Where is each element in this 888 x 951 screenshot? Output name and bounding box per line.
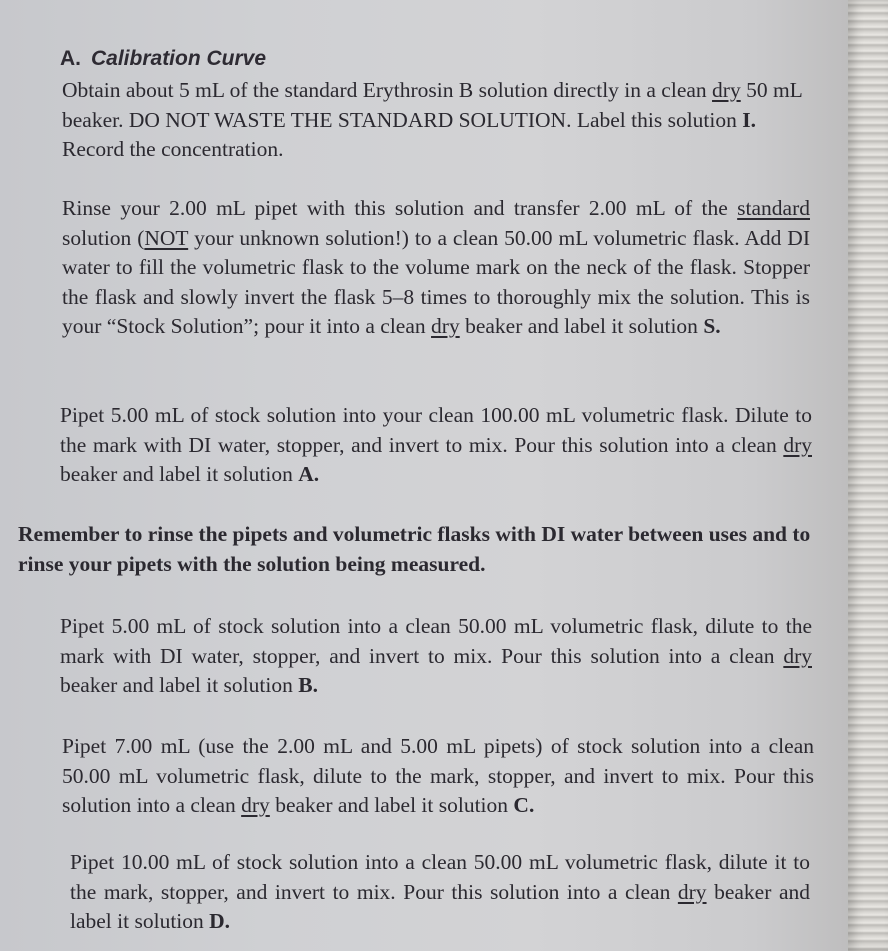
text-run: Rinse your 2.00 mL pipet with this solution and transfer 2.00 mL of the xyxy=(62,196,738,220)
text-run: Pipet 5.00 mL of stock solution into your clean 100.00 mL volumetric flask. Dilute to the mark with DI water, stopper, and invert to mix. Pour this solution into a clean xyxy=(60,403,812,457)
section-title: Calibration Curve xyxy=(91,47,267,70)
underlined-word: dry xyxy=(677,879,707,904)
text-run: beaker and label it solution xyxy=(269,793,514,817)
underlined-word: dry xyxy=(431,314,460,338)
text-run: beaker and label it solution xyxy=(459,314,704,338)
solution-label: D. xyxy=(209,909,231,933)
text-run: Record the concentration. xyxy=(62,137,284,161)
underlined-word: dry xyxy=(783,432,812,457)
underlined-word: dry xyxy=(783,643,812,668)
paragraph-solution-a xyxy=(60,401,812,490)
solution-label: I. xyxy=(742,107,757,132)
text-run: Pipet 7.00 mL (use the 2.00 mL and 5.00 mL pipets) of stock solution into a clean 50.00 mL volumetric flask, dilute to the mark, stopper, and invert to mix. Pour this solution into a clean xyxy=(62,734,814,817)
text-run: your unknown solution!) to a clean 50.00 mL volumetric flask. Add DI water to fill the volumetric flask to the volume mark on the neck of the flask. Stopper the flask and slowly invert the flask 5–8 times to thoroughly mix the solution. This is your “Stock Solution”; pour it into a clean xyxy=(62,225,810,338)
solution-label: B. xyxy=(298,673,318,697)
text-run: Pipet 5.00 mL of stock solution into a clean 50.00 mL volumetric flask, dilute to the mark with DI water, stopper, and invert to mix. Pour this solution into a clean xyxy=(60,614,812,668)
underlined-word: standard xyxy=(737,196,810,220)
text-run: beaker and label it solution xyxy=(70,879,810,933)
rinse-reminder-note: Remember to rinse the pipets and volumetric flasks with DI water between uses and to rinse your pipets with the solution being measured. xyxy=(18,522,811,576)
section-number: A. xyxy=(60,47,81,70)
underlined-word: dry xyxy=(712,78,741,102)
solution-label: A. xyxy=(298,462,320,486)
text-run: Pipet 10.00 mL of stock solution into a clean 50.00 mL volumetric flask, dilute it to the mark, stopper, and invert to mix. Pour this solution into a clean xyxy=(70,850,810,904)
section-heading xyxy=(60,44,266,74)
text-run: Obtain about 5 mL of the standard Erythrosin B solution directly in a clean xyxy=(62,78,713,102)
text-run: 50 mL beaker. DO NOT WASTE THE STANDARD SOLUTION. Label this solution xyxy=(62,78,803,132)
paragraph-obtain-standard xyxy=(62,76,822,165)
paragraph-solution-c xyxy=(62,732,814,821)
solution-label: S. xyxy=(703,314,721,338)
text-run: solution ( xyxy=(62,225,145,250)
text-run: beaker and label it solution xyxy=(60,462,299,486)
underlined-word: dry xyxy=(241,793,270,817)
underlined-word: NOT xyxy=(144,225,189,250)
paragraph-solution-b xyxy=(60,612,812,701)
paragraph-stock-solution xyxy=(62,194,810,342)
paragraph-solution-d xyxy=(70,848,810,937)
text-run: beaker and label it solution xyxy=(60,673,299,697)
solution-label: C. xyxy=(513,793,535,817)
page-edge xyxy=(848,0,888,951)
